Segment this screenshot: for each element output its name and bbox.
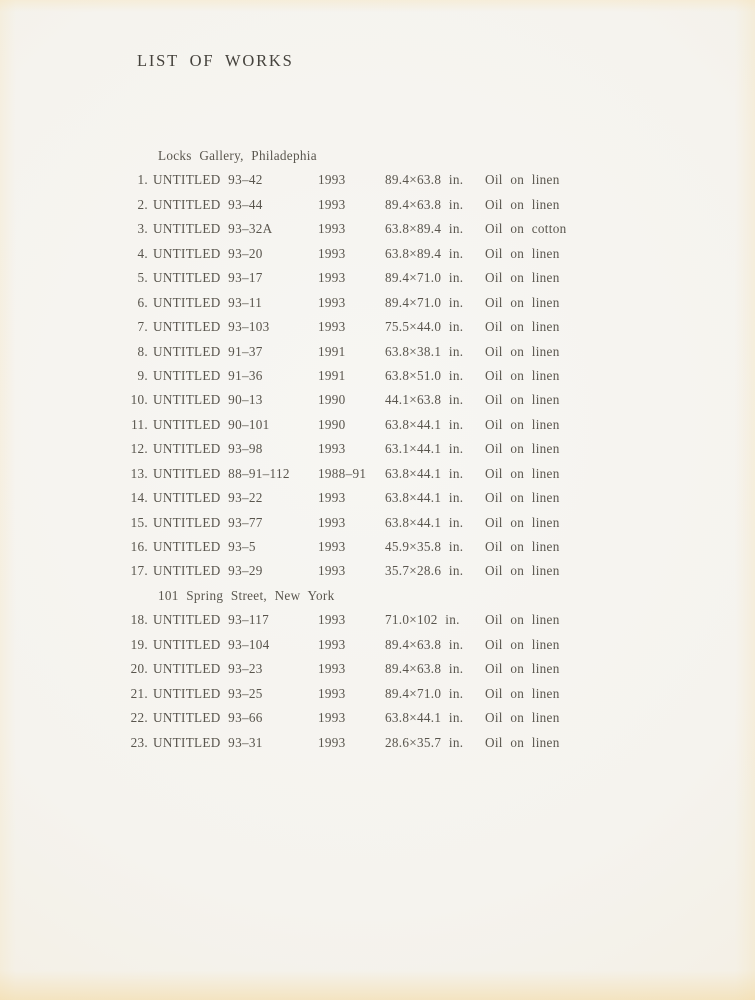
work-medium: Oil on linen [485,685,560,701]
work-year: 1993 [318,221,346,237]
work-year: 1990 [318,416,346,432]
work-dimensions: 63.8×89.4 in. [385,221,464,237]
work-dimensions: 63.1×44.1 in. [385,441,464,457]
work-year: 1990 [318,392,346,408]
work-dimensions: 89.4×63.8 in. [385,196,464,212]
work-row [0,608,755,632]
work-row [0,388,755,412]
work-year: 1993 [318,636,346,652]
work-number: 23. [130,734,148,750]
work-year: 1993 [318,539,346,554]
work-dimensions: 89.4×71.0 in. [385,270,464,286]
page-title: LIST OF WORKS [137,51,294,70]
work-medium: Oil on linen [485,343,560,359]
work-medium: Oil on linen [485,490,560,506]
work-number: 5. [137,270,148,286]
work-title: UNTITLED 91–37 [153,343,263,359]
work-medium: Oil on linen [485,710,560,726]
work-dimensions: 89.4×63.8 in. [385,636,464,652]
section-heading: Locks Gallery, Philadephia [158,148,317,163]
work-medium: Oil on linen [485,172,560,188]
work-year: 1991 [318,343,346,359]
work-title: UNTITLED 93–77 [153,514,263,530]
work-dimensions: 44.1×63.8 in. [385,392,464,408]
work-title: UNTITLED 93–98 [153,441,263,457]
work-row [0,657,755,681]
work-year: 1993 [318,172,346,188]
work-number: 22. [130,710,148,726]
work-row [0,559,755,583]
work-row [0,535,755,559]
section-heading: 101 Spring Street, New York [158,587,335,603]
work-year: 1993 [318,319,346,335]
work-medium: Oil on linen [485,636,560,652]
work-year: 1991 [318,367,346,383]
work-year: 1993 [318,441,346,457]
work-dimensions: 35.7×28.6 in. [385,563,464,579]
work-year: 1993 [318,196,346,212]
work-title: UNTITLED 93–31 [153,734,263,750]
work-year: 1993 [318,490,346,506]
work-number: 8. [137,343,148,359]
work-number: 20. [130,661,148,677]
work-title: UNTITLED 90–101 [153,416,270,432]
work-number: 14. [130,490,148,506]
work-medium: Oil on linen [485,319,560,335]
work-number: 4. [137,245,148,261]
work-year: 1993 [318,270,346,286]
work-dimensions: 63.8×44.1 in. [385,465,464,481]
work-number: 12. [130,441,148,457]
work-medium: Oil on linen [485,367,560,383]
work-row [0,706,755,730]
work-medium: Oil on linen [485,392,560,408]
work-dimensions: 63.8×44.1 in. [385,514,464,530]
work-dimensions: 63.8×51.0 in. [385,367,464,383]
work-title: UNTITLED 93–25 [153,685,263,701]
work-title: UNTITLED 93–44 [153,196,263,212]
work-title: UNTITLED 93–11 [153,294,263,310]
work-medium: Oil on linen [485,465,560,481]
work-year: 1993 [318,245,346,261]
work-row [0,413,755,437]
work-number: 2. [137,196,148,212]
work-year: 1993 [318,685,346,701]
work-title: UNTITLED 91–36 [153,367,263,383]
work-title: UNTITLED 93–32A [153,221,273,237]
work-dimensions: 71.0×102 in. [385,612,460,628]
work-dimensions: 63.8×38.1 in. [385,343,464,359]
work-number: 17. [130,563,148,579]
work-medium: Oil on linen [485,245,560,261]
work-dimensions: 63.8×89.4 in. [385,245,464,261]
work-number: 11. [131,416,148,432]
work-title: UNTITLED 93–5 [153,539,256,554]
work-row [0,168,755,192]
work-dimensions: 28.6×35.7 in. [385,734,464,750]
work-number: 6. [137,294,148,310]
work-row [0,340,755,364]
work-number: 16. [130,539,148,554]
work-number: 13. [130,465,148,481]
work-row [0,437,755,461]
work-medium: Oil on linen [485,563,560,579]
work-dimensions: 89.4×63.8 in. [385,172,464,188]
work-medium: Oil on linen [485,612,560,628]
work-medium: Oil on linen [485,416,560,432]
work-row [0,266,755,290]
work-number: 9. [137,367,148,383]
work-row [0,315,755,339]
work-row [0,486,755,510]
work-number: 15. [130,514,148,530]
work-medium: Oil on linen [485,441,560,457]
work-title: UNTITLED 93–42 [153,172,263,188]
work-dimensions: 89.4×71.0 in. [385,294,464,310]
work-title: UNTITLED 93–22 [153,490,263,506]
work-row [0,291,755,315]
work-number: 21. [130,685,148,701]
work-row [0,193,755,217]
work-title: UNTITLED 93–20 [153,245,263,261]
work-year: 1993 [318,563,346,579]
work-dimensions: 89.4×63.8 in. [385,661,464,677]
work-row [0,364,755,388]
work-medium: Oil on linen [485,514,560,530]
work-medium: Oil on linen [485,661,560,677]
work-medium: Oil on cotton [485,221,567,237]
work-dimensions: 63.8×44.1 in. [385,710,464,726]
work-title: UNTITLED 88–91–112 [153,465,290,481]
work-title: UNTITLED 93–104 [153,636,270,652]
works-list [0,144,755,755]
work-year: 1988–91 [318,465,367,481]
work-number: 18. [130,612,148,628]
work-medium: Oil on linen [485,294,560,310]
work-number: 10. [130,392,148,408]
work-row [0,511,755,535]
work-row [0,217,755,241]
work-title: UNTITLED 93–23 [153,661,263,677]
work-medium: Oil on linen [485,539,560,554]
work-dimensions: 75.5×44.0 in. [385,319,464,335]
work-title: UNTITLED 93–66 [153,710,263,726]
work-title: UNTITLED 93–29 [153,563,263,579]
work-year: 1993 [318,734,346,750]
work-row [0,242,755,266]
work-number: 3. [137,221,148,237]
work-year: 1993 [318,661,346,677]
work-dimensions: 63.8×44.1 in. [385,416,464,432]
work-medium: Oil on linen [485,270,560,286]
work-number: 7. [137,319,148,335]
work-title: UNTITLED 90–13 [153,392,263,408]
work-year: 1993 [318,514,346,530]
work-title: UNTITLED 93–117 [153,612,270,628]
work-year: 1993 [318,710,346,726]
work-dimensions: 45.9×35.8 in. [385,539,464,554]
work-row [0,633,755,657]
work-row [0,462,755,486]
work-medium: Oil on linen [485,196,560,212]
work-row [0,731,755,755]
work-number: 19. [130,636,148,652]
work-dimensions: 89.4×71.0 in. [385,685,464,701]
work-year: 1993 [318,612,346,628]
work-title: UNTITLED 93–17 [153,270,263,286]
work-year: 1993 [318,294,346,310]
work-row [0,682,755,706]
work-number: 1. [137,172,148,188]
work-medium: Oil on linen [485,734,560,750]
work-dimensions: 63.8×44.1 in. [385,490,464,506]
work-title: UNTITLED 93–103 [153,319,270,335]
